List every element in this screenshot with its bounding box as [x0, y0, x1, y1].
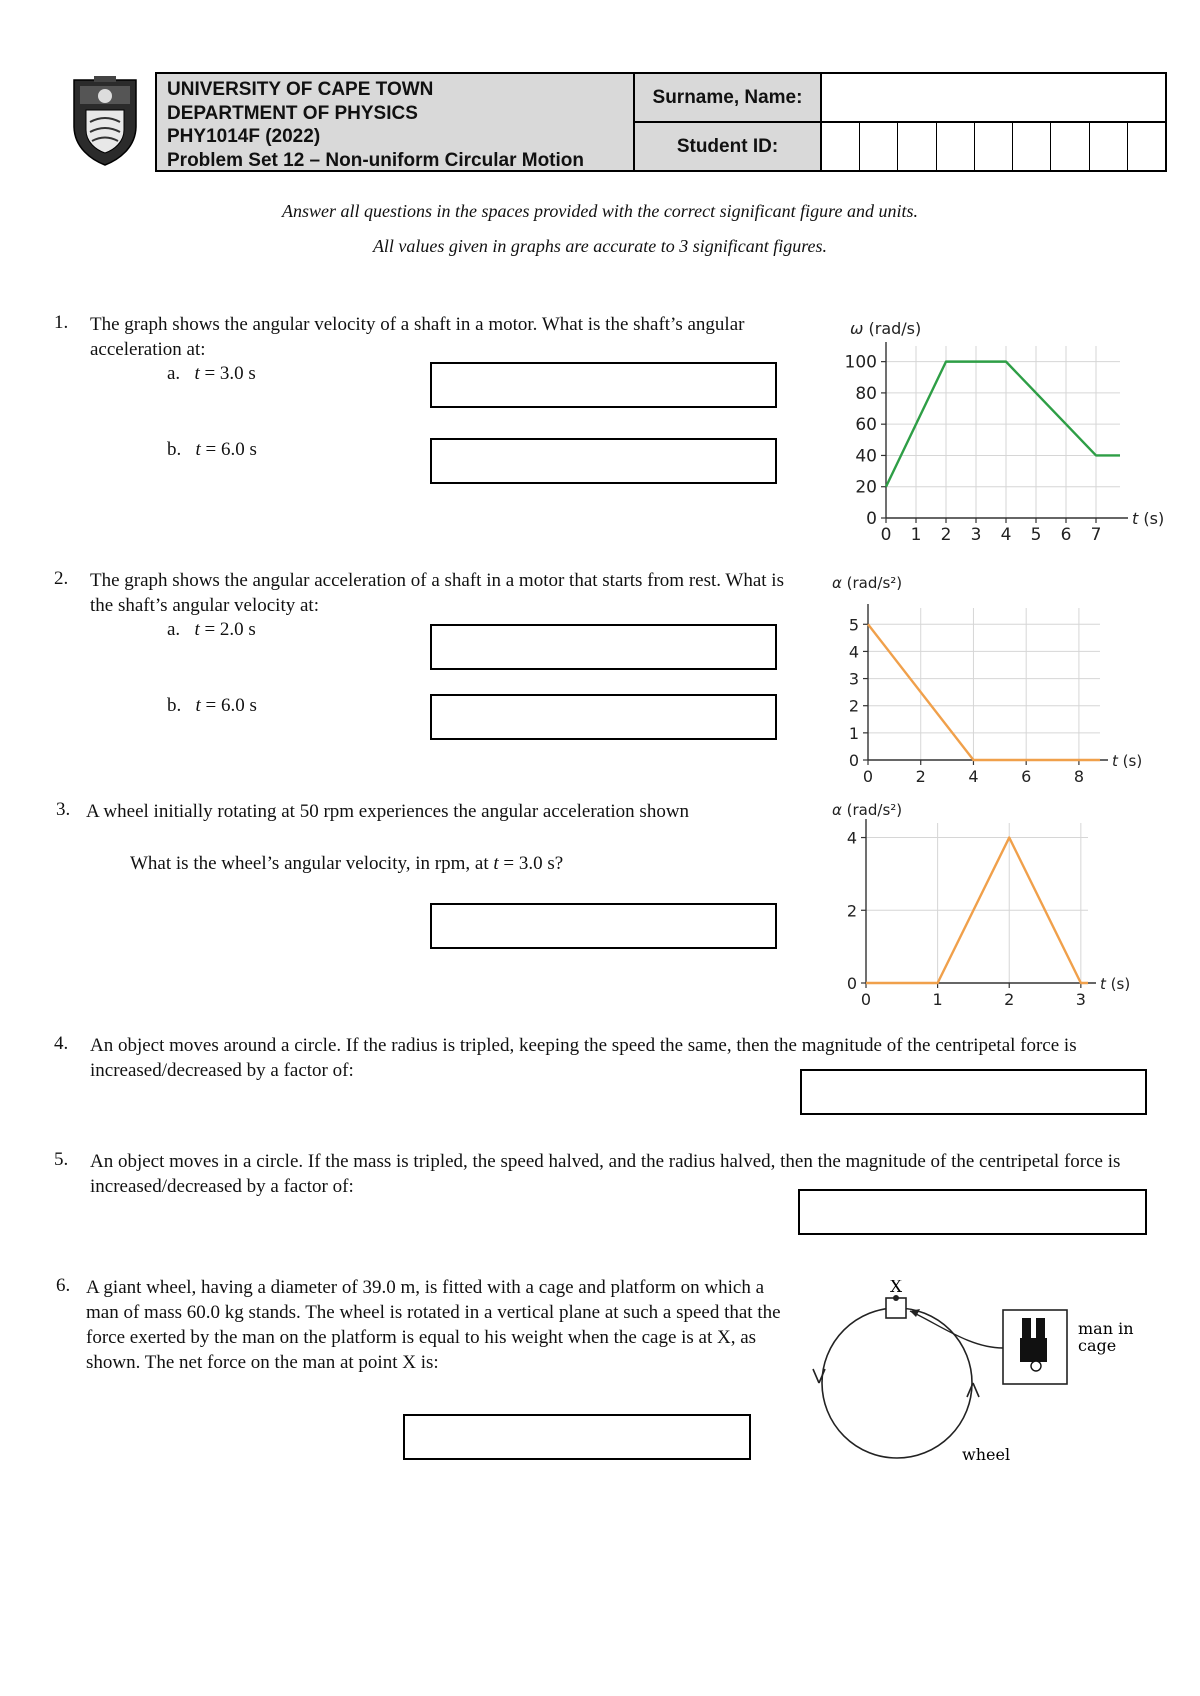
y-tick-label: 0 — [846, 974, 857, 993]
x-axis-label: t (s) — [1100, 975, 1131, 993]
y-tick-label: 1 — [848, 723, 859, 743]
department-name: DEPARTMENT OF PHYSICS — [167, 102, 418, 124]
series-line — [868, 624, 1100, 760]
x-axis-label: t (s) — [1132, 509, 1165, 528]
question-5-number: 5. — [54, 1149, 69, 1170]
question-2-number: 2. — [54, 568, 69, 589]
y-tick-label: 20 — [855, 477, 877, 498]
question-1a-answer-box[interactable] — [430, 362, 777, 408]
student-id-cell[interactable] — [1051, 123, 1089, 170]
y-tick-label: 0 — [866, 509, 877, 529]
x-tick-label: 7 — [1090, 525, 1102, 545]
question-1b-label: b. t = 6.0 s — [167, 439, 257, 460]
y-tick-label: 5 — [848, 615, 859, 635]
student-id-cell[interactable] — [822, 123, 860, 170]
student-id-cell[interactable] — [860, 123, 898, 170]
y-tick-label: 4 — [846, 828, 857, 848]
question-6-number: 6. — [56, 1275, 71, 1296]
x-tick-label: 2 — [940, 525, 952, 545]
man-figure-right — [1036, 1318, 1045, 1340]
y-axis-label: ω (rad/s) — [850, 319, 922, 338]
y-tick-label: 0 — [848, 751, 859, 770]
question-3-text: A wheel initially rotating at 50 rpm experiences the angular acceleration shown — [86, 801, 690, 822]
x-tick-label: 4 — [1000, 525, 1012, 545]
x-tick-label: 0 — [860, 990, 872, 1009]
chart-angular-velocity — [820, 310, 1165, 550]
man-figure-body — [1020, 1338, 1047, 1362]
y-tick-label: 40 — [855, 446, 877, 467]
student-id-cell[interactable] — [1090, 123, 1128, 170]
question-1-text: The graph shows the angular velocity of a shaft in a motor. What is the shaft’s angular acceleration at: — [90, 314, 745, 360]
y-tick-label: 60 — [855, 415, 877, 436]
student-id-label: Student ID: — [633, 121, 822, 172]
wheel-label: wheel — [962, 1445, 1011, 1464]
surname-label: Surname, Name: — [633, 72, 822, 123]
question-1b-answer-box[interactable] — [430, 438, 777, 484]
student-id-cell[interactable] — [975, 123, 1013, 170]
x-tick-label: 0 — [862, 767, 874, 786]
x-tick-label: 8 — [1073, 767, 1085, 786]
student-id-field[interactable] — [820, 121, 1167, 172]
question-2a-label: a. t = 2.0 s — [167, 619, 256, 640]
student-id-cell[interactable] — [937, 123, 975, 170]
question-4-number: 4. — [54, 1033, 69, 1054]
question-3-subquestion: What is the wheel’s angular velocity, in rpm, at t = 3.0 s? — [130, 853, 564, 874]
question-2a-answer-box[interactable] — [430, 624, 777, 670]
giant-wheel-diagram — [800, 1280, 1140, 1475]
y-tick-label: 2 — [846, 901, 857, 921]
institution-name: UNIVERSITY OF CAPE TOWN — [167, 79, 434, 100]
x-tick-label: 3 — [1075, 990, 1086, 1009]
question-4-answer-box[interactable] — [800, 1069, 1147, 1115]
x-tick-label: 6 — [1021, 767, 1032, 786]
y-tick-label: 100 — [844, 352, 877, 373]
question-3-answer-box[interactable] — [430, 903, 777, 949]
x-tick-label: 5 — [1030, 525, 1042, 545]
y-tick-label: 80 — [855, 383, 877, 404]
question-5-answer-box[interactable] — [798, 1189, 1147, 1235]
question-3-number: 3. — [56, 799, 71, 820]
x-axis-label: t (s) — [1112, 752, 1143, 770]
y-axis-label: α (rad/s²) — [832, 574, 903, 592]
point-x-label: X — [890, 1280, 903, 1297]
student-id-cell[interactable] — [1128, 123, 1165, 170]
question-1a-label: a. t = 3.0 s — [167, 363, 256, 384]
y-tick-label: 3 — [848, 669, 859, 689]
question-2b-label: b. t = 6.0 s — [167, 695, 257, 716]
chart-angular-acceleration-1 — [820, 566, 1143, 786]
x-tick-label: 4 — [968, 767, 979, 786]
question-4-text: An object moves around a circle. If the radius is tripled, keeping the speed the same, then the magnitude of the centripetal force is increased/decreased by a factor of: — [90, 1035, 1077, 1081]
surname-name-field[interactable] — [820, 72, 1167, 123]
rotation-arrow-right — [967, 1383, 979, 1397]
x-tick-label: 1 — [932, 990, 943, 1009]
chart-angular-acceleration-2 — [820, 795, 1140, 1010]
instruction-line-2: All values given in graphs are accurate to 3 significant figures. — [372, 236, 828, 256]
cage-label-line-1: man in — [1078, 1319, 1134, 1338]
x-tick-label: 6 — [1060, 525, 1072, 545]
cage-label-line-2: cage — [1078, 1336, 1117, 1355]
question-6-text: A giant wheel, having a diameter of 39.0 m, is fitted with a cage and platform on which a man of mass 60.0 kg stands. The wheel is rotated in a vertical plane at such a speed that the force exerted by the man on the platform is equal to his weight when the cage is at X, as shown. The net force on the man at point X is: — [86, 1277, 781, 1373]
question-5-text: An object moves in a circle. If the mass is tripled, the speed halved, and the radius halved, then the magnitude of the centripetal force is increased/decreased by a factor of: — [90, 1151, 1121, 1197]
question-2-text: The graph shows the angular acceleration of a shaft in a motor that starts from rest. What is the shaft’s angular velocity at: — [90, 570, 784, 616]
y-tick-label: 4 — [848, 642, 859, 662]
university-crest-logo — [70, 74, 140, 166]
x-tick-label: 2 — [915, 767, 926, 786]
x-tick-label: 1 — [910, 525, 922, 545]
x-tick-label: 3 — [970, 525, 982, 545]
wheel-circle — [822, 1308, 972, 1458]
problem-set-title: Problem Set 12 – Non-uniform Circular Motion — [167, 149, 584, 171]
x-tick-label: 0 — [880, 525, 892, 545]
student-id-cell[interactable] — [898, 123, 936, 170]
question-2b-answer-box[interactable] — [430, 694, 777, 740]
y-tick-label: 2 — [848, 696, 859, 716]
man-figure-left — [1022, 1318, 1031, 1340]
instruction-line-1: Answer all questions in the spaces provided with the correct significant figure and units. — [282, 201, 918, 221]
question-1-number: 1. — [54, 312, 69, 333]
course-info-block — [155, 72, 635, 172]
y-axis-label: α (rad/s²) — [832, 801, 903, 819]
x-tick-label: 2 — [1004, 990, 1015, 1009]
course-code: PHY1014F (2022) — [167, 126, 321, 147]
question-6-answer-box[interactable] — [403, 1414, 751, 1460]
leader-line — [910, 1311, 1003, 1348]
student-id-cell[interactable] — [1013, 123, 1051, 170]
man-figure-head — [1031, 1361, 1041, 1371]
